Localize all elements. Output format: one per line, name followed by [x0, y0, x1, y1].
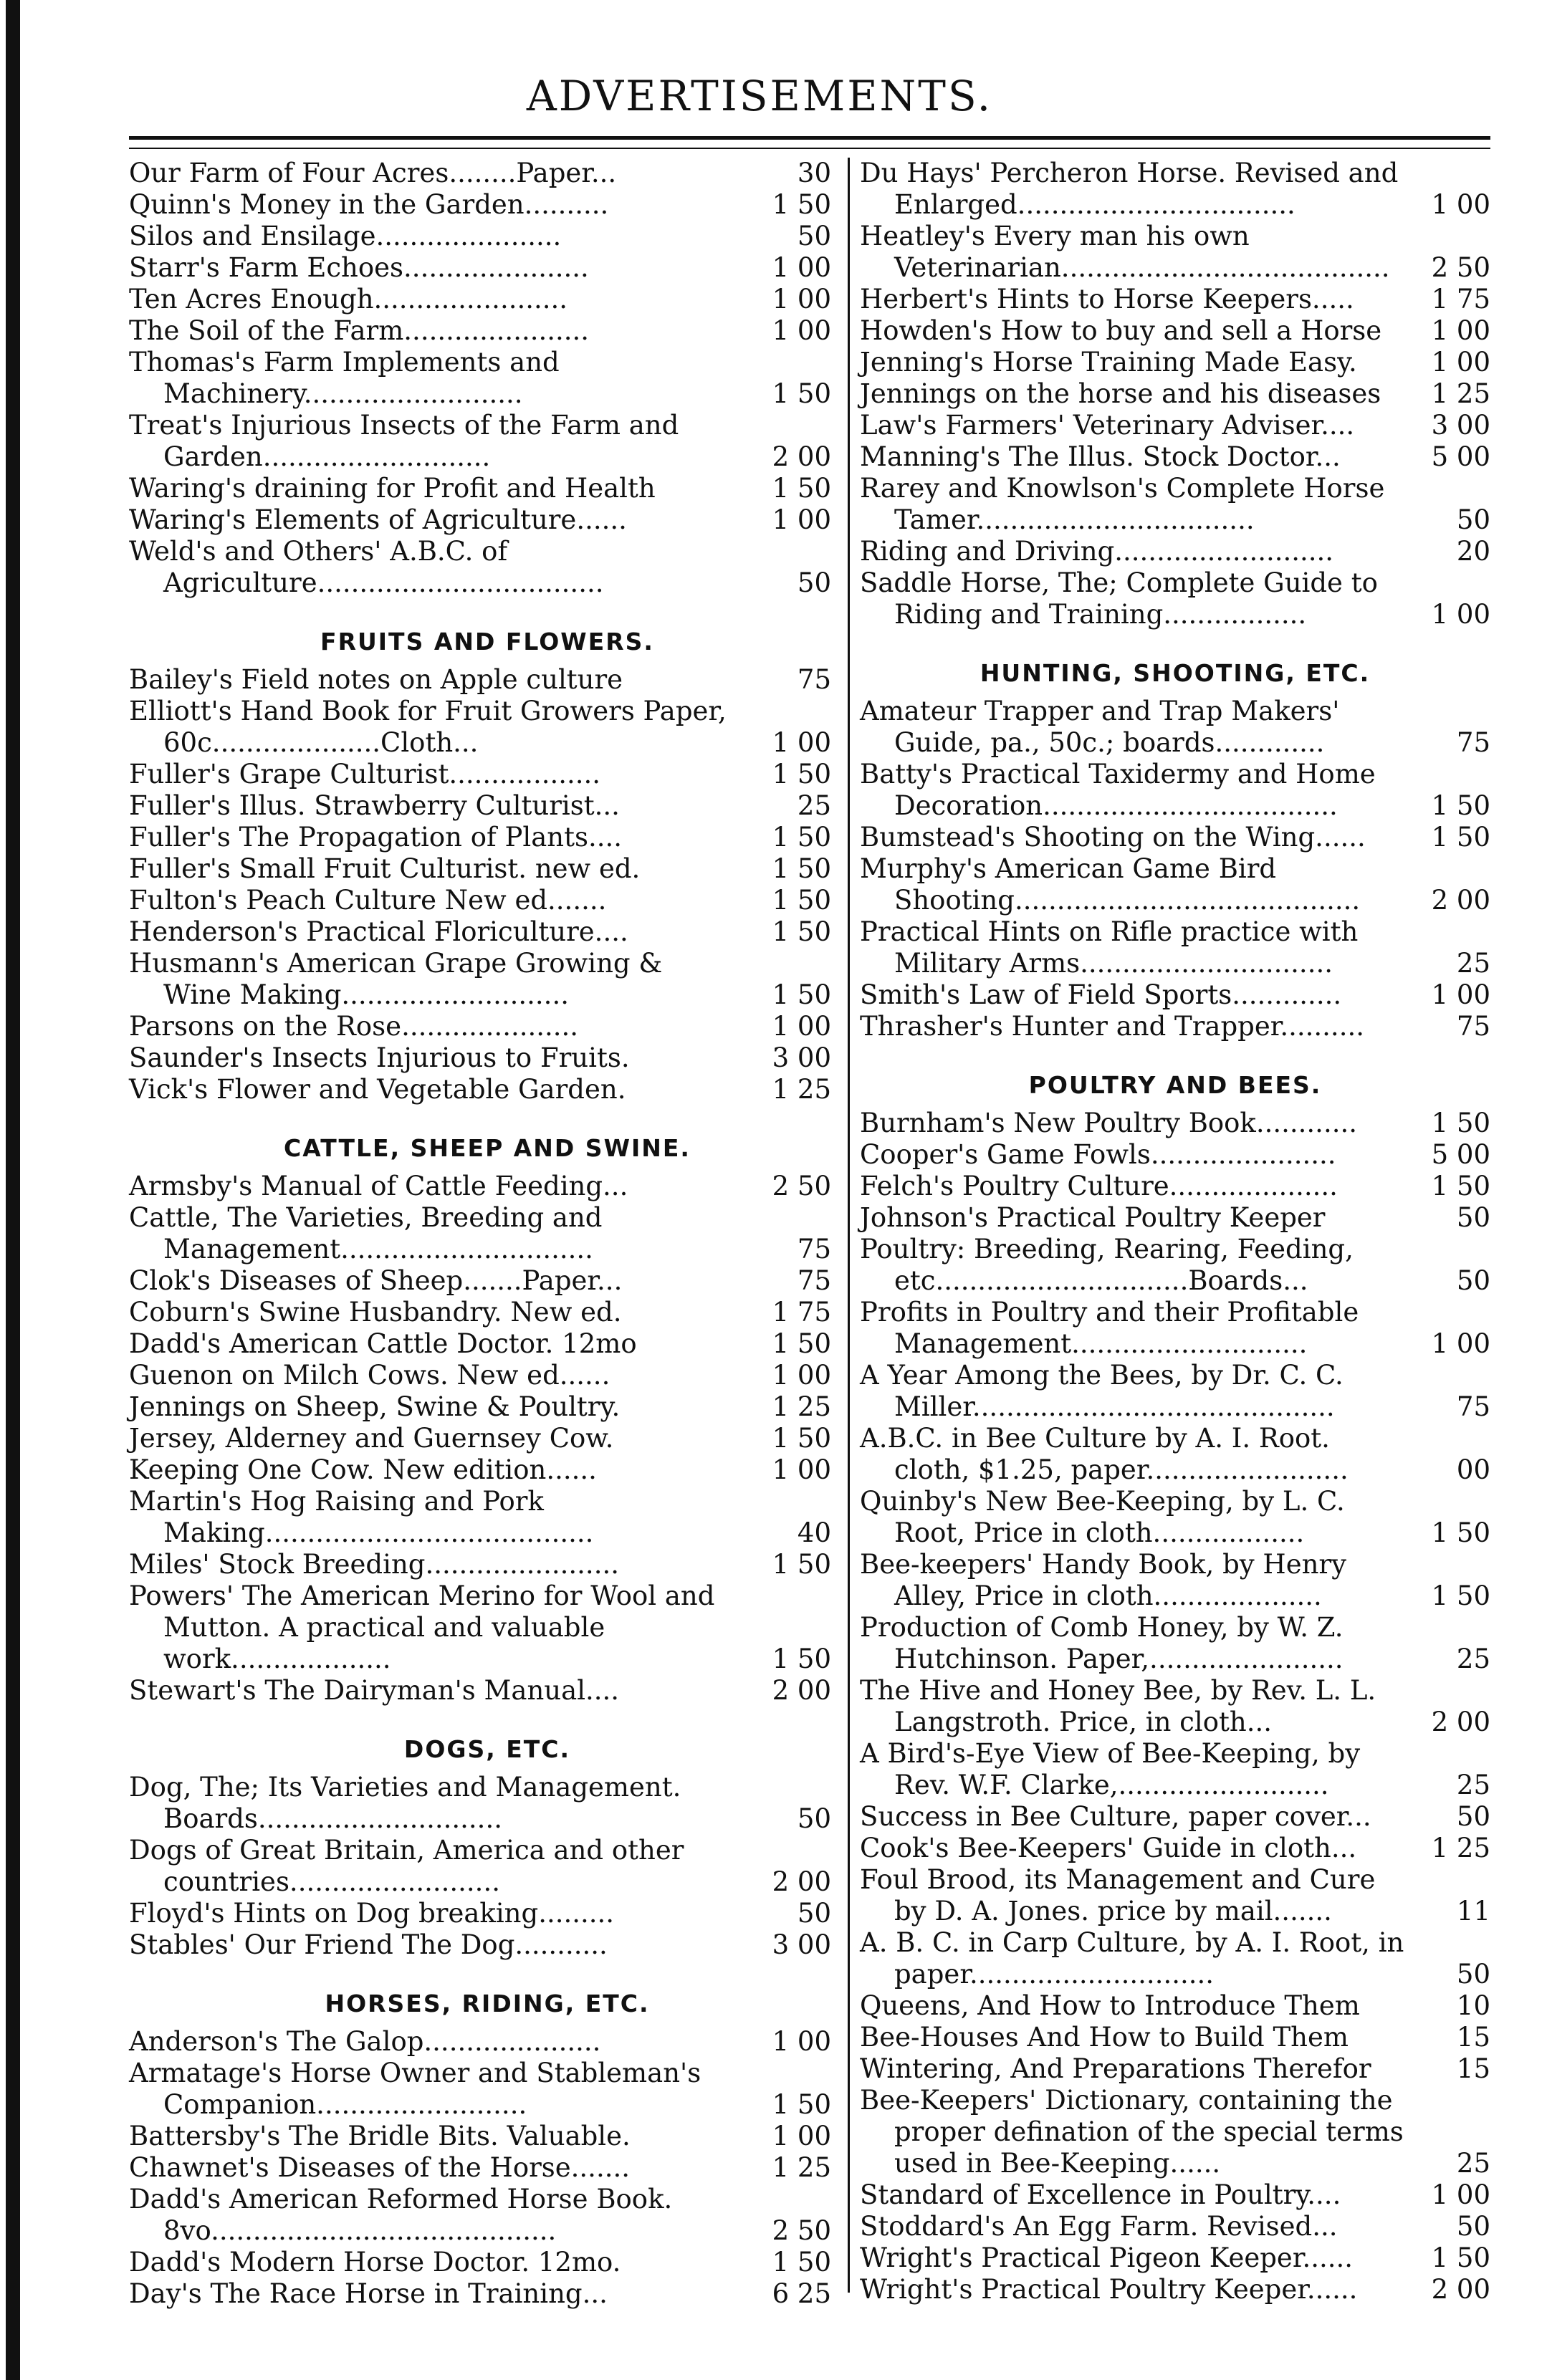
book-listing	[129, 189, 846, 221]
book-price: 50	[1456, 1202, 1490, 1233]
book-title: Rarey and Knowlson's Complete Horse Tamer.................................	[860, 473, 1385, 535]
book-price: 1 50	[772, 473, 831, 504]
book-price: 1 25	[772, 2152, 831, 2183]
book-listing	[860, 536, 1490, 567]
book-listing	[860, 1990, 1490, 2022]
book-listing	[129, 1171, 846, 1202]
book-listing	[129, 1360, 846, 1391]
book-title: Thomas's Farm Implements and Machinery..........................	[129, 347, 560, 409]
book-price: 1 50	[1431, 1108, 1490, 1138]
book-title: Armatage's Horse Owner and Stableman's Companion.........................	[129, 2058, 701, 2120]
book-price: 1 50	[772, 2247, 831, 2278]
section-title: POULTRY AND BEES.	[1028, 1071, 1322, 1099]
book-title: The Hive and Honey Bee, by Rev. L. L. Langstroth. Price, in cloth...	[860, 1675, 1376, 1737]
book-listing	[860, 284, 1490, 315]
column-divider	[848, 158, 850, 2293]
book-listing	[129, 1202, 846, 1265]
book-title: Bee-Keepers' Dictionary, containing the proper defination of the special terms used in Bee-Keeping......	[860, 2085, 1404, 2179]
section-poultry-and-bees	[860, 1071, 1490, 2305]
section-farm	[129, 158, 846, 599]
book-listing	[860, 2179, 1490, 2211]
book-price: 1 00	[772, 504, 831, 535]
book-title: Saddle Horse, The; Complete Guide to Riding and Training.................	[860, 567, 1378, 630]
book-price: 1 25	[1431, 378, 1490, 409]
book-title: Success in Bee Culture, paper cover...	[860, 1801, 1371, 1832]
book-listing	[860, 1675, 1490, 1738]
section-title: HORSES, RIDING, ETC.	[325, 1990, 650, 2017]
book-listing	[860, 1202, 1490, 1234]
book-title: Fuller's Illus. Strawberry Culturist...	[129, 790, 620, 821]
book-title: Weld's and Others' A.B.C. of Agriculture..................................	[129, 536, 604, 598]
book-price: 1 00	[772, 284, 831, 315]
book-listing	[129, 1929, 846, 1961]
book-title: Guenon on Milch Cows. New ed......	[129, 1360, 610, 1391]
book-title: Henderson's Practical Floriculture....	[129, 916, 628, 947]
book-price: 2 50	[772, 1171, 831, 1201]
book-price: 1 00	[772, 2121, 831, 2151]
book-price: 1 25	[1431, 1833, 1490, 1863]
book-title: Bailey's Field notes on Apple culture	[129, 664, 623, 695]
book-listing	[129, 1423, 846, 1454]
book-title: Fuller's Small Fruit Culturist. new ed.	[129, 853, 641, 884]
book-title: Dogs of Great Britain, America and other countries.........................	[129, 1835, 684, 1897]
book-listing	[860, 347, 1490, 378]
book-title: Stables' Our Friend The Dog...........	[129, 1929, 608, 1960]
book-listing	[860, 410, 1490, 441]
book-price: 1 00	[772, 727, 831, 758]
book-price: 25	[1456, 2148, 1490, 2179]
book-price: 25	[797, 790, 831, 821]
book-title: Anderson's The Galop.....................	[129, 2026, 601, 2057]
book-listing	[129, 2026, 846, 2058]
book-listing	[860, 1011, 1490, 1042]
book-title: Felch's Poultry Culture....................	[860, 1171, 1338, 1201]
book-title: Dadd's American Cattle Doctor. 12mo	[129, 1328, 637, 1359]
book-price: 75	[1456, 1391, 1490, 1422]
book-price: 1 25	[772, 1074, 831, 1105]
section-horse-books	[860, 158, 1490, 630]
book-price: 1 50	[772, 1644, 831, 1674]
book-title: Martin's Hog Raising and Pork Making.......................................	[129, 1486, 594, 1548]
book-title: Chawnet's Diseases of the Horse.......	[129, 2152, 630, 2183]
book-title: Howden's How to buy and sell a Horse	[860, 315, 1382, 346]
book-title: Jennings on Sheep, Swine & Poultry.	[129, 1391, 621, 1422]
book-title: Starr's Farm Echoes......................	[129, 252, 589, 283]
book-title: Bee-Houses And How to Build Them	[860, 2022, 1349, 2053]
book-price: 1 00	[772, 315, 831, 346]
book-price: 40	[797, 1517, 831, 1548]
book-listing	[129, 284, 846, 315]
book-title: Smith's Law of Field Sports.............	[860, 979, 1342, 1010]
book-price: 1 50	[772, 2089, 831, 2120]
book-price: 75	[1456, 727, 1490, 758]
book-title: Quinby's New Bee-Keeping, by L. C. Root, Price in cloth..................	[860, 1486, 1345, 1548]
book-title: A. B. C. in Carp Culture, by A. I. Root, in paper.............................	[860, 1927, 1404, 1990]
book-listing	[129, 948, 846, 1011]
book-price: 11	[1456, 1896, 1490, 1926]
item-list	[129, 1171, 846, 1707]
section-title: HUNTING, SHOOTING, ETC.	[980, 659, 1371, 687]
book-listing	[129, 1011, 846, 1042]
book-listing	[129, 1580, 846, 1675]
book-title: Husmann's American Grape Growing & Wine Making...........................	[129, 948, 663, 1010]
book-price: 2 50	[1431, 252, 1490, 283]
book-price: 1 00	[1431, 979, 1490, 1010]
book-price: 1 50	[772, 979, 831, 1010]
book-price: 1 50	[772, 885, 831, 916]
book-title: Fulton's Peach Culture New ed.......	[129, 885, 607, 916]
book-price: 1 50	[772, 189, 831, 220]
book-price: 15	[1456, 2053, 1490, 2084]
book-price: 1 00	[772, 1360, 831, 1391]
book-title: Armsby's Manual of Cattle Feeding...	[129, 1171, 628, 1201]
book-title: Bee-keepers' Handy Book, by Henry Alley, Price in cloth....................	[860, 1549, 1347, 1611]
book-listing	[860, 1297, 1490, 1360]
book-title: Amateur Trapper and Trap Makers' Guide, pa., 50c.; boards.............	[860, 696, 1340, 758]
header-rule-thick	[129, 136, 1490, 140]
book-listing	[860, 2274, 1490, 2305]
book-price: 50	[1456, 1265, 1490, 1296]
book-price: 1 50	[772, 378, 831, 409]
section-cattle-sheep-swine	[129, 1134, 846, 1707]
book-title: Saunder's Insects Injurious to Fruits.	[129, 1042, 630, 1073]
book-price: 1 50	[1431, 1171, 1490, 1201]
book-listing	[129, 536, 846, 599]
book-title: Wintering, And Preparations Therefor	[860, 2053, 1371, 2084]
book-listing	[129, 2121, 846, 2152]
book-price: 2 00	[1431, 1707, 1490, 1737]
book-title: Vick's Flower and Vegetable Garden.	[129, 1074, 626, 1105]
book-title: Treat's Injurious Insects of the Farm and Garden...........................	[129, 410, 679, 472]
book-price: 75	[1456, 1011, 1490, 1042]
book-listing	[860, 1171, 1490, 1202]
book-listing	[860, 1234, 1490, 1297]
book-title: Burnham's New Poultry Book............	[860, 1108, 1357, 1138]
book-price: 2 00	[1431, 885, 1490, 916]
book-listing	[860, 696, 1490, 759]
book-title: Stoddard's An Egg Farm. Revised...	[860, 2211, 1338, 2242]
book-price: 1 50	[1431, 1580, 1490, 1611]
book-price: 1 50	[772, 759, 831, 790]
book-price: 20	[1456, 536, 1490, 567]
book-title: Fuller's The Propagation of Plants....	[129, 822, 623, 853]
book-title: A Bird's-Eye View of Bee-Keeping, by Rev. W.F. Clarke,.........................	[860, 1738, 1361, 1800]
book-price: 1 75	[1431, 284, 1490, 315]
book-listing	[129, 664, 846, 696]
left-margin-bar	[6, 0, 20, 2380]
book-price: 6 25	[772, 2278, 831, 2309]
book-title: Elliott's Hand Book for Fruit Growers Paper, 60c....................Cloth...	[129, 696, 727, 758]
book-listing	[129, 1486, 846, 1549]
book-listing	[860, 853, 1490, 916]
book-price: 1 25	[772, 1391, 831, 1422]
book-price: 1 00	[1431, 315, 1490, 346]
book-title: Quinn's Money in the Garden..........	[129, 189, 609, 220]
book-title: Queens, And How to Introduce Them	[860, 1990, 1360, 2021]
book-title: A.B.C. in Bee Culture by A. I. Root. cloth, $1.25, paper........................	[860, 1423, 1349, 1485]
book-listing	[860, 315, 1490, 347]
book-title: Heatley's Every man his own Veterinarian.......................................	[860, 221, 1390, 283]
book-title: Riding and Driving..........................	[860, 536, 1334, 567]
book-title: Stewart's The Dairyman's Manual....	[129, 1675, 620, 1706]
book-price: 1 00	[1431, 347, 1490, 378]
book-price: 25	[1456, 948, 1490, 979]
book-title: Dadd's American Reformed Horse Book. 8vo.........................................	[129, 2184, 673, 2246]
book-listing	[129, 1675, 846, 1707]
book-listing	[129, 2184, 846, 2247]
book-listing	[860, 2211, 1490, 2242]
book-title: Manning's The Illus. Stock Doctor...	[860, 441, 1341, 472]
book-price: 50	[1456, 504, 1490, 535]
book-title: Powers' The American Merino for Wool and Mutton. A practical and valuable work...................	[129, 1580, 715, 1674]
book-price: 1 00	[772, 1454, 831, 1485]
book-title: Batty's Practical Taxidermy and Home Decoration...................................	[860, 759, 1376, 821]
book-price: 25	[1456, 1644, 1490, 1674]
book-listing	[129, 1328, 846, 1360]
item-list	[860, 696, 1490, 1042]
book-title: Foul Brood, its Management and Cure by D. A. Jones. price by mail.......	[860, 1864, 1376, 1926]
book-listing	[129, 759, 846, 790]
book-title: Day's The Race Horse in Training...	[129, 2278, 608, 2309]
book-title: Wright's Practical Pigeon Keeper......	[860, 2242, 1354, 2273]
book-listing	[129, 1391, 846, 1423]
book-title: Keeping One Cow. New edition......	[129, 1454, 597, 1485]
book-price: 2 00	[1431, 2274, 1490, 2305]
book-title: Bumstead's Shooting on the Wing......	[860, 822, 1366, 853]
book-price: 2 00	[772, 441, 831, 472]
item-list	[129, 1772, 846, 1961]
book-listing	[860, 759, 1490, 822]
book-listing	[129, 1549, 846, 1580]
book-listing	[860, 221, 1490, 284]
book-listing	[860, 2022, 1490, 2053]
book-price: 50	[1456, 2211, 1490, 2242]
book-title: Du Hays' Percheron Horse. Revised and Enlarged.................................	[860, 158, 1399, 220]
book-listing	[860, 822, 1490, 853]
book-listing	[129, 1898, 846, 1929]
page-title: ADVERTISEMENTS.	[526, 72, 993, 120]
book-listing	[129, 2278, 846, 2310]
book-price: 1 00	[772, 1011, 831, 1042]
book-price: 15	[1456, 2022, 1490, 2053]
book-listing	[860, 2085, 1490, 2179]
book-title: Dog, The; Its Varieties and Management. Boards.............................	[129, 1772, 681, 1834]
book-listing	[129, 1835, 846, 1898]
book-price: 50	[1456, 1959, 1490, 1990]
book-listing	[129, 790, 846, 822]
book-listing	[129, 916, 846, 948]
book-title: Practical Hints on Rifle practice with Military Arms..............................	[860, 916, 1359, 979]
book-price: 50	[797, 1803, 831, 1834]
book-listing	[860, 1833, 1490, 1864]
book-title: Poultry: Breeding, Rearing, Feeding, etc..............................Boards...	[860, 1234, 1354, 1296]
book-price: 3 00	[772, 1042, 831, 1073]
book-price: 1 50	[772, 853, 831, 884]
book-title: Battersby's The Bridle Bits. Valuable.	[129, 2121, 631, 2151]
book-price: 10	[1456, 1990, 1490, 2021]
section-dogs	[129, 1735, 846, 1961]
book-price: 50	[797, 221, 831, 251]
book-listing	[129, 1772, 846, 1835]
book-price: 50	[1456, 1801, 1490, 1832]
item-list	[129, 664, 846, 1105]
book-title: Cook's Bee-Keepers' Guide in cloth...	[860, 1833, 1357, 1863]
book-price: 1 50	[1431, 790, 1490, 821]
book-title: Fuller's Grape Culturist..................	[129, 759, 601, 790]
left-column	[129, 158, 846, 2310]
book-title: Wright's Practical Poultry Keeper......	[860, 2274, 1358, 2305]
book-price: 2 00	[772, 1866, 831, 1897]
book-listing	[860, 567, 1490, 630]
book-title: Our Farm of Four Acres........Paper...	[129, 158, 617, 188]
book-price: 1 00	[1431, 189, 1490, 220]
book-price: 1 50	[772, 916, 831, 947]
book-listing	[129, 2152, 846, 2184]
book-title: Coburn's Swine Husbandry. New ed.	[129, 1297, 622, 1328]
book-title: A Year Among the Bees, by Dr. C. C. Miller...........................................	[860, 1360, 1344, 1422]
book-title: Profits in Poultry and their Profitable Management............................	[860, 1297, 1359, 1359]
book-price: 1 00	[772, 2026, 831, 2057]
book-price: 00	[1456, 1454, 1490, 1485]
book-listing	[860, 1108, 1490, 1139]
book-listing	[860, 1612, 1490, 1675]
book-title: Johnson's Practical Poultry Keeper	[860, 1202, 1326, 1233]
book-price: 2 50	[772, 2215, 831, 2246]
book-listing	[860, 1864, 1490, 1927]
book-listing	[129, 853, 846, 885]
book-listing	[860, 979, 1490, 1011]
book-listing	[860, 1927, 1490, 1990]
book-listing	[129, 504, 846, 536]
book-price: 1 00	[1431, 599, 1490, 630]
book-listing	[129, 1454, 846, 1486]
section-hunting-shooting	[860, 659, 1490, 1042]
book-price: 25	[1456, 1770, 1490, 1800]
book-listing	[860, 1423, 1490, 1486]
book-listing	[860, 378, 1490, 410]
book-title: Production of Comb Honey, by W. Z. Hutchinson. Paper,.......................	[860, 1612, 1344, 1674]
section-fruits-and-flowers	[129, 628, 846, 1105]
book-price: 1 00	[1431, 2179, 1490, 2210]
book-title: The Soil of the Farm......................	[129, 315, 590, 346]
item-list	[860, 1108, 1490, 2305]
book-listing	[860, 916, 1490, 979]
section-title: FRUITS AND FLOWERS.	[320, 628, 654, 656]
book-listing	[860, 1738, 1490, 1801]
book-price: 3 00	[772, 1929, 831, 1960]
book-title: Jennings on the horse and his diseases	[860, 378, 1381, 409]
book-listing	[129, 315, 846, 347]
book-price: 75	[797, 1265, 831, 1296]
book-price: 2 00	[772, 1675, 831, 1706]
book-title: Cooper's Game Fowls......................	[860, 1139, 1336, 1170]
section-horses-riding	[129, 1990, 846, 2310]
book-listing	[129, 822, 846, 853]
book-price: 1 50	[772, 1423, 831, 1454]
book-listing	[129, 252, 846, 284]
book-title: Law's Farmers' Veterinary Adviser....	[860, 410, 1355, 441]
book-price: 1 50	[772, 1328, 831, 1359]
book-title: Waring's Elements of Agriculture......	[129, 504, 627, 535]
book-listing	[129, 1265, 846, 1297]
right-column	[860, 158, 1490, 2305]
book-price: 50	[797, 567, 831, 598]
book-listing	[860, 1139, 1490, 1171]
book-title: Standard of Excellence in Poultry....	[860, 2179, 1341, 2210]
book-price: 1 00	[772, 252, 831, 283]
book-listing	[860, 1360, 1490, 1423]
book-price: 50	[797, 1898, 831, 1929]
book-listing	[860, 473, 1490, 536]
book-price: 5 00	[1431, 1139, 1490, 1170]
book-title: Silos and Ensilage......................	[129, 221, 562, 251]
book-title: Murphy's American Game Bird Shooting.........................................	[860, 853, 1361, 916]
book-title: Parsons on the Rose.....................	[129, 1011, 579, 1042]
section-title: DOGS, ETC.	[403, 1735, 571, 1763]
book-listing	[860, 158, 1490, 221]
advertisement-page	[57, 29, 1505, 2364]
book-listing	[860, 2242, 1490, 2274]
book-price: 75	[797, 664, 831, 695]
book-title: Miles' Stock Breeding.......................	[129, 1549, 619, 1580]
book-title: Thrasher's Hunter and Trapper..........	[860, 1011, 1364, 1042]
book-listing	[129, 221, 846, 252]
book-listing	[860, 1801, 1490, 1833]
book-listing	[129, 473, 846, 504]
book-title: Dadd's Modern Horse Doctor. 12mo.	[129, 2247, 621, 2278]
book-listing	[129, 2058, 846, 2121]
book-price: 1 50	[772, 1549, 831, 1580]
section-title: CATTLE, SHEEP AND SWINE.	[284, 1134, 691, 1162]
book-title: Floyd's Hints on Dog breaking.........	[129, 1898, 615, 1929]
book-price: 1 75	[772, 1297, 831, 1328]
book-listing	[860, 1549, 1490, 1612]
book-title: Cattle, The Varieties, Breeding and Management..............................	[129, 1202, 603, 1265]
book-listing	[129, 1074, 846, 1105]
book-listing	[860, 441, 1490, 473]
book-listing	[860, 2053, 1490, 2085]
book-price: 1 00	[1431, 1328, 1490, 1359]
book-price: 1 50	[1431, 2242, 1490, 2273]
book-listing	[129, 347, 846, 410]
book-listing	[129, 885, 846, 916]
header-rule-thin	[129, 148, 1490, 149]
book-price: 1 50	[772, 822, 831, 853]
book-listing	[860, 1486, 1490, 1549]
book-title: Herbert's Hints to Horse Keepers.....	[860, 284, 1354, 315]
book-title: Waring's draining for Profit and Health	[129, 473, 656, 504]
book-price: 75	[797, 1234, 831, 1265]
book-price: 30	[797, 158, 831, 188]
book-listing	[129, 2247, 846, 2278]
book-price: 3 00	[1431, 410, 1490, 441]
book-title: Jersey, Alderney and Guernsey Cow.	[129, 1423, 614, 1454]
book-listing	[129, 158, 846, 189]
book-title: Clok's Diseases of Sheep.......Paper...	[129, 1265, 623, 1296]
book-listing	[129, 410, 846, 473]
book-price: 1 50	[1431, 1517, 1490, 1548]
book-listing	[129, 1042, 846, 1074]
book-listing	[129, 1297, 846, 1328]
item-list	[129, 2026, 846, 2310]
book-listing	[129, 696, 846, 759]
book-title: Jenning's Horse Training Made Easy.	[860, 347, 1357, 378]
book-price: 1 50	[1431, 822, 1490, 853]
book-title: Ten Acres Enough.......................	[129, 284, 568, 315]
book-price: 5 00	[1431, 441, 1490, 472]
